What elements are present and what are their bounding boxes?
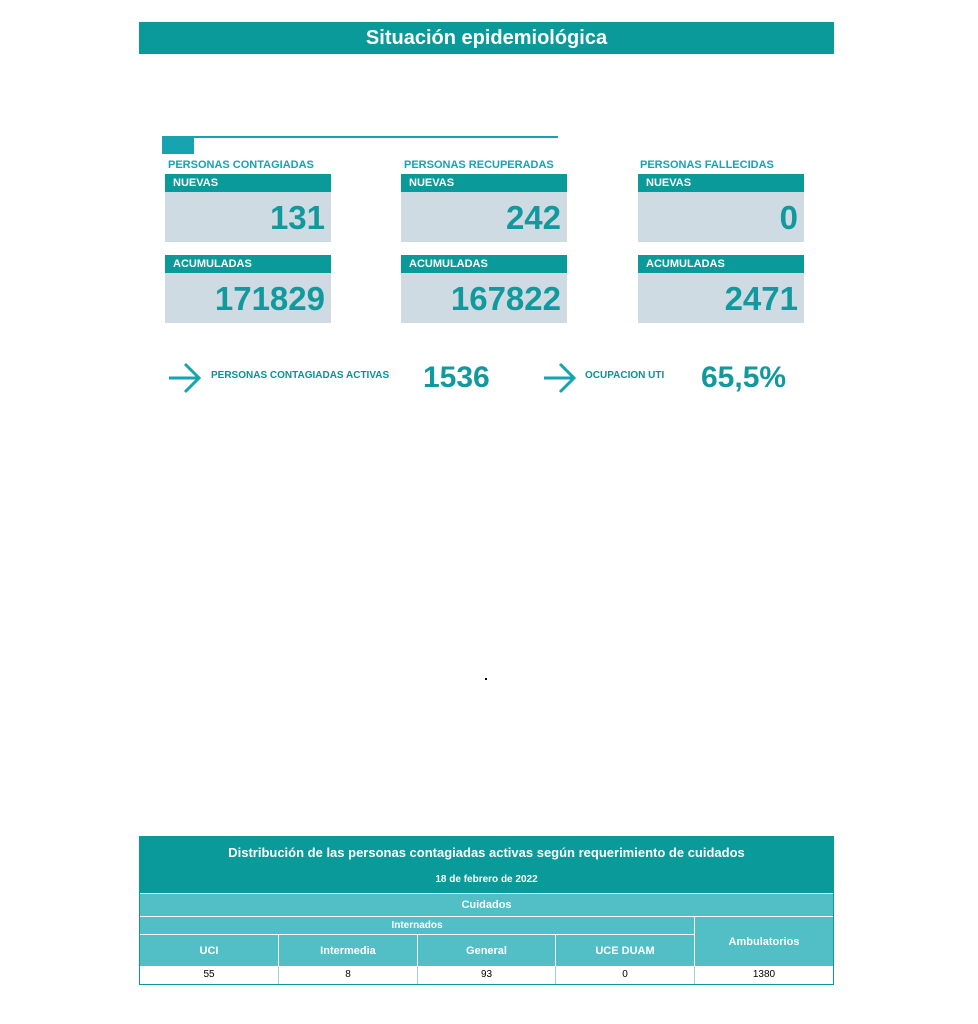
- column-headers: [140, 916, 833, 966]
- table-title: Distribución de las personas contagiadas activas según requerimiento de cuidados: [228, 845, 745, 860]
- table-cell-general: 93: [418, 966, 556, 984]
- card-value: 2471: [638, 273, 804, 323]
- table-header: [140, 837, 833, 893]
- card-header: ACUMULADAS: [638, 255, 804, 273]
- table-row: [140, 966, 833, 984]
- card-header: ACUMULADAS: [165, 255, 331, 273]
- card-fallecidas-nuevas: [638, 174, 804, 242]
- arrow-right-icon: [543, 362, 577, 394]
- card-header: NUEVAS: [165, 174, 331, 192]
- card-header: NUEVAS: [638, 174, 804, 192]
- column-header-intermedia: Intermedia: [279, 934, 418, 966]
- category-label-contagiadas: PERSONAS CONTAGIADAS: [168, 159, 314, 171]
- table-cell-uci: 55: [140, 966, 279, 984]
- uti-occupancy-label: OCUPACION UTI: [585, 370, 665, 381]
- column-header-uci: UCI: [140, 934, 279, 966]
- active-cases-label: PERSONAS CONTAGIADAS ACTIVAS: [211, 370, 390, 381]
- card-header: NUEVAS: [401, 174, 567, 192]
- card-contagiadas-acumuladas: [165, 255, 331, 323]
- care-distribution-table: [139, 836, 834, 985]
- card-contagiadas-nuevas: [165, 174, 331, 242]
- page-title: Situación epidemiológica: [139, 22, 834, 54]
- cuidados-header: Cuidados: [140, 893, 833, 916]
- card-header: ACUMULADAS: [401, 255, 567, 273]
- card-value: 171829: [165, 273, 331, 323]
- column-header-uce-duam: UCE DUAM: [556, 934, 695, 966]
- internados-header: Internados: [140, 916, 695, 934]
- category-label-recuperadas: PERSONAS RECUPERADAS: [404, 159, 554, 171]
- category-label-fallecidas: PERSONAS FALLECIDAS: [640, 159, 774, 171]
- card-fallecidas-acumuladas: [638, 255, 804, 323]
- active-cases-value: 1536: [423, 361, 490, 394]
- card-value: 0: [638, 192, 804, 242]
- card-value: 167822: [401, 273, 567, 323]
- table-date: 18 de febrero de 2022: [435, 874, 538, 885]
- table-cell-uce-duam: 0: [556, 966, 695, 984]
- table-cell-intermedia: 8: [279, 966, 418, 984]
- uti-occupancy-value: 65,5%: [701, 361, 787, 394]
- card-value: 242: [401, 192, 567, 242]
- ambulatorios-header: Ambulatorios: [695, 916, 833, 966]
- card-value: 131: [165, 192, 331, 242]
- arrow-right-icon: [168, 362, 202, 394]
- decorative-line: [162, 136, 558, 138]
- stray-dot: [485, 678, 487, 680]
- table-cell-ambulatorios: 1380: [752, 969, 776, 980]
- decorative-block: [162, 137, 194, 154]
- card-recuperadas-nuevas: [401, 174, 567, 242]
- card-recuperadas-acumuladas: [401, 255, 567, 323]
- column-header-general: General: [418, 934, 556, 966]
